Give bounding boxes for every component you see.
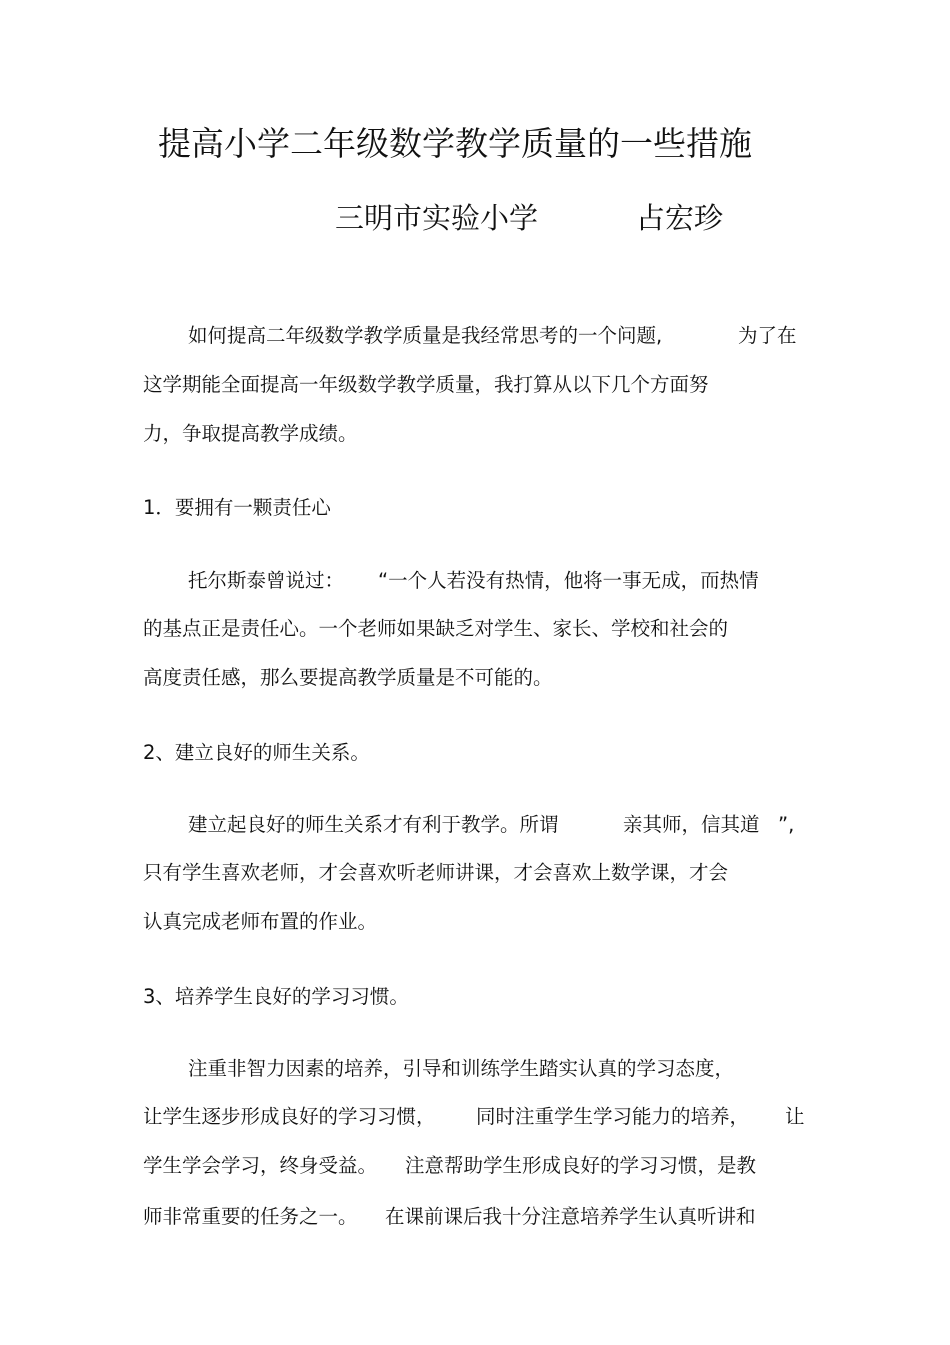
author-name: 占宏珍 bbox=[636, 201, 724, 235]
paragraph-line: 学生学会学习，终身受益。 bbox=[143, 1154, 378, 1177]
paragraph-line: 高度责任感，那么要提高教学质量是不可能的。 bbox=[143, 666, 553, 689]
paragraph-line: 在课前课后我十分注意培养学生认真听讲和 bbox=[385, 1205, 756, 1228]
paragraph-line: 只有学生喜欢老师，才会喜欢听老师讲课，才会喜欢上数学课，才会 bbox=[143, 861, 729, 884]
paragraph-line: 这学期能全面提高一年级数学教学质量，我打算从以下几个方面努 bbox=[143, 373, 709, 396]
paragraph-line: 让 bbox=[785, 1105, 805, 1128]
paragraph-line: “一个人若没有热情，他将一事无成，而热情 bbox=[378, 569, 759, 592]
section-heading: 1．要拥有一颗责任心 bbox=[143, 496, 331, 519]
paragraph-line: 让学生逐步形成良好的学习习惯， bbox=[143, 1105, 436, 1128]
section-heading: 2、建立良好的师生关系。 bbox=[143, 741, 370, 764]
paragraph-line: 亲其师，信其道 bbox=[623, 813, 760, 836]
paragraph-line: 同时注重学生学习能力的培养， bbox=[476, 1105, 750, 1128]
document-title: 提高小学二年级数学教学质量的一些措施 bbox=[158, 124, 752, 163]
paragraph-line: ”, bbox=[778, 813, 795, 836]
paragraph-line: 托尔斯泰曾说过： bbox=[188, 569, 345, 592]
paragraph-line: 力，争取提高教学成绩。 bbox=[143, 422, 358, 445]
paragraph-line: 的基点正是责任心。一个老师如果缺乏对学生、家长、学校和社会的 bbox=[143, 617, 729, 640]
section-heading: 3、培养学生良好的学习习惯。 bbox=[143, 985, 409, 1008]
paragraph-line: 注重非智力因素的培养，引导和训练学生踏实认真的学习态度， bbox=[188, 1057, 735, 1080]
paragraph-line: 注意帮助学生形成良好的学习习惯，是教 bbox=[405, 1154, 757, 1177]
paragraph-line: 师非常重要的任务之一。 bbox=[143, 1205, 358, 1228]
paragraph-line: 如何提高二年级数学教学质量是我经常思考的一个问题, bbox=[188, 324, 663, 347]
paragraph-line: 为了在 bbox=[738, 324, 797, 347]
paragraph-line: 认真完成老师布置的作业。 bbox=[143, 910, 378, 933]
paragraph-line: 建立起良好的师生关系才有利于教学。所谓 bbox=[188, 813, 559, 836]
author-school: 三明市实验小学 bbox=[335, 201, 539, 235]
